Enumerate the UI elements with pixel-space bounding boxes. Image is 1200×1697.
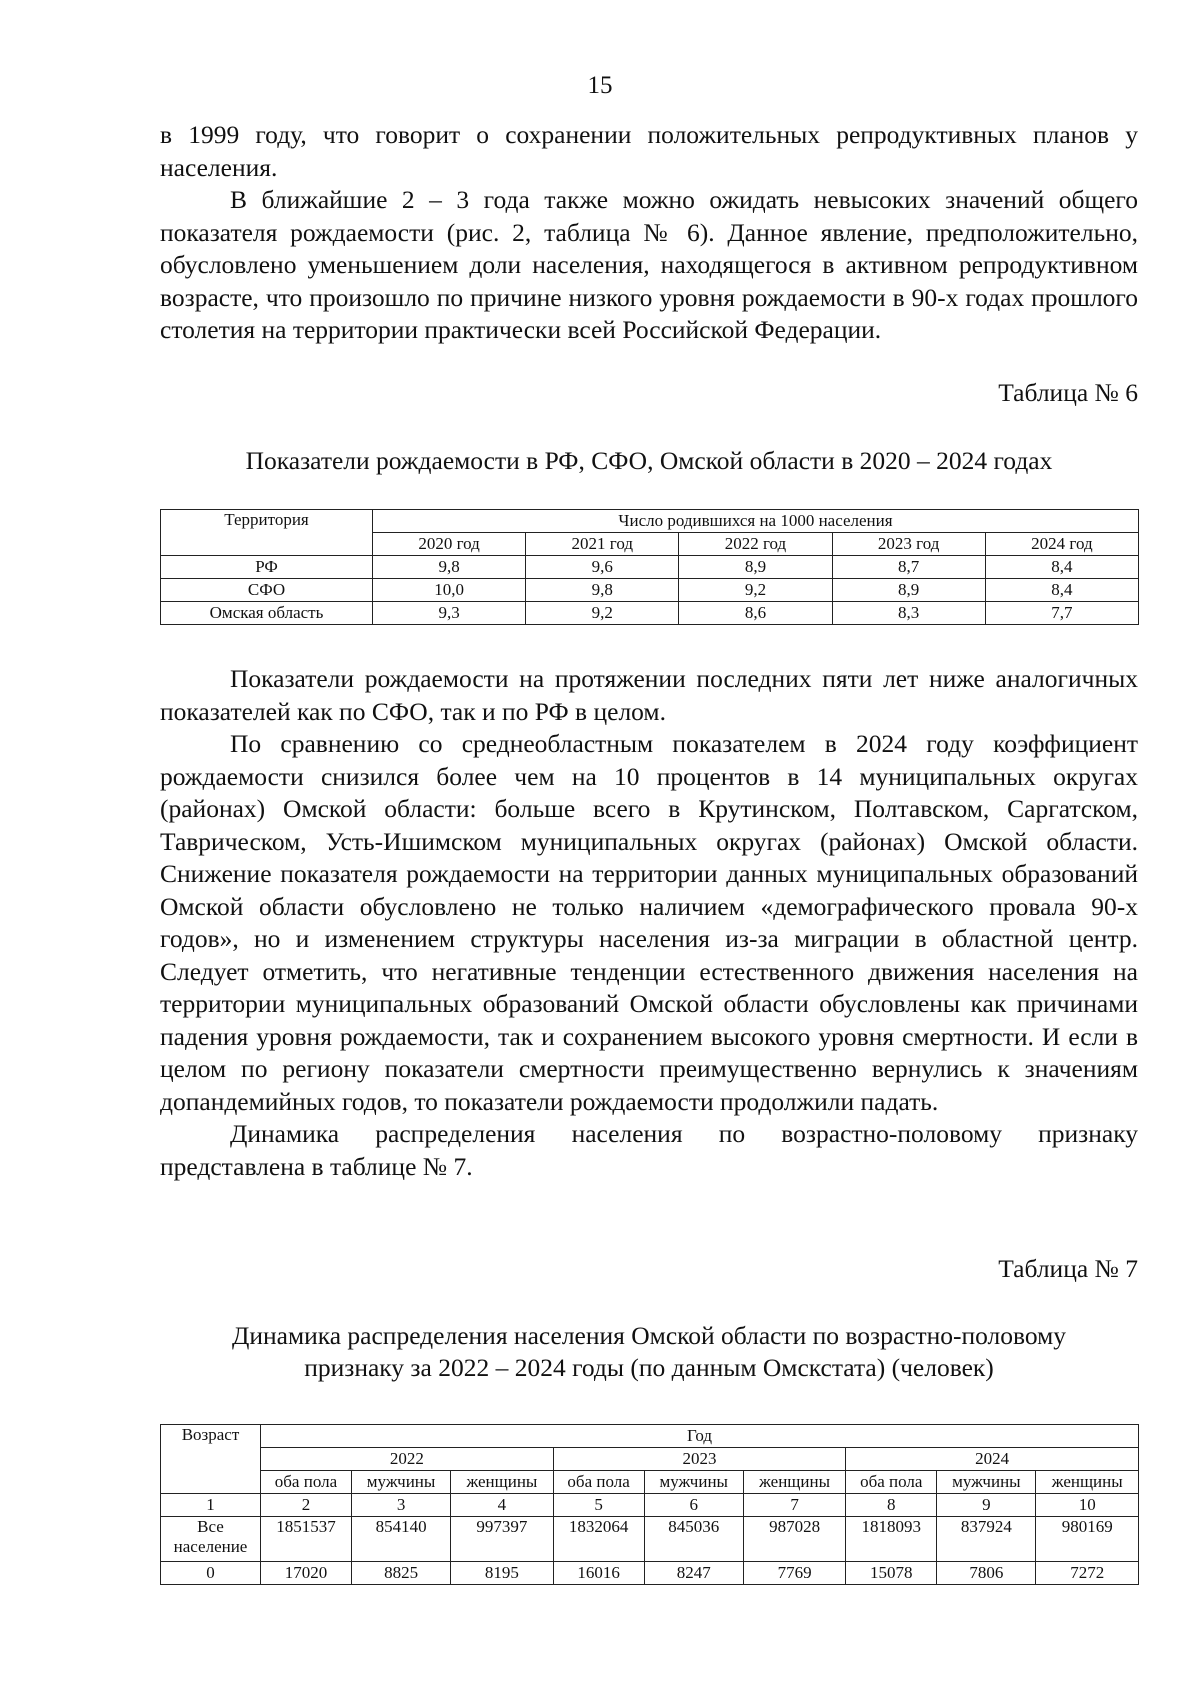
paragraph: По сравнению со среднеобластным показателем в 2024 году коэффициент рождаемости снизился более чем на 10 процентов в 14 муниципальных округах (районах) Омской области: больше всего в Крутинском, Полтавском, Саргатском, Таврическом, Усть-Ишимском муниципальных округах (районах) Омской области. Снижение показателя рождаемости на территории данных муниципальных образований Омской области обусловлено не только наличием «демографического провала 90-х годов», но и изменением структуры населения из-за миграции в областной центр. Следует отметить, что негативные тенденции естественного движения населения на территории муниципальных образований Омской области обусловлены как причинами падения уровня рождаемости, так и сохранением высокого уровня смертности. И если в целом по региону показатели смертности преимущественно вернулись к значениям допандемийных годов, то показатели рождаемости продолжили падать. — [160, 729, 1138, 1116]
row-age: 0 — [161, 1562, 261, 1585]
cell: 16016 — [553, 1562, 644, 1585]
cell: 8,7 — [832, 556, 985, 579]
cell: 8,9 — [832, 579, 985, 602]
cell: 1818093 — [846, 1517, 937, 1562]
title-line: Динамика распределения населения Омской области по возрастно-половому — [231, 1321, 1067, 1350]
cell: 7272 — [1036, 1562, 1139, 1585]
paragraph: Динамика распределения населения по возрастно-половому признаку представлена в таблице № 7. — [160, 1119, 1138, 1181]
cell: 997397 — [451, 1517, 553, 1562]
table-row — [161, 602, 1139, 625]
cell: 845036 — [644, 1517, 743, 1562]
header-births-per-1000: Число родившихся на 1000 населения — [373, 510, 1139, 533]
column-number: 6 — [644, 1494, 743, 1517]
cell: 837924 — [937, 1517, 1036, 1562]
cell: 8825 — [351, 1562, 450, 1585]
header-year: Год — [261, 1425, 1139, 1448]
cell: 10,0 — [373, 579, 526, 602]
cell: 980169 — [1036, 1517, 1139, 1562]
header-year: 2024 год — [985, 533, 1138, 556]
column-number: 9 — [937, 1494, 1036, 1517]
cell: 854140 — [351, 1517, 450, 1562]
cell: 8,4 — [985, 556, 1138, 579]
table6-title: Показатели рождаемости в РФ, СФО, Омской области в 2020 – 2024 годах — [245, 446, 1053, 475]
cell: 17020 — [261, 1562, 352, 1585]
header-men: мужчины — [644, 1471, 743, 1494]
title-line: признаку за 2022 – 2024 годы (по данным Омскстата) (человек) — [304, 1353, 994, 1382]
cell: 9,8 — [373, 556, 526, 579]
page-number: 15 — [587, 72, 613, 99]
header-both-sexes: оба пола — [261, 1471, 352, 1494]
header-men: мужчины — [351, 1471, 450, 1494]
header-both-sexes: оба пола — [846, 1471, 937, 1494]
cell: 8195 — [451, 1562, 553, 1585]
header-women: женщины — [1036, 1471, 1139, 1494]
cell: 987028 — [743, 1517, 845, 1562]
row-age: Все население — [161, 1517, 261, 1562]
table-row — [161, 1517, 1139, 1562]
intro-text — [160, 119, 1138, 347]
header-women: женщины — [743, 1471, 845, 1494]
table-row — [161, 556, 1139, 579]
table6-label: Таблица № 6 — [998, 378, 1138, 407]
cell: 9,3 — [373, 602, 526, 625]
birth-rate-table — [160, 509, 1139, 625]
paragraph: В ближайшие 2 – 3 года также можно ожидать невысоких значений общего показателя рождаемости (рис. 2, таблица № 6). Данное явление, предположительно, обусловлено уменьшением доли населения, находящегося в активном репродуктивном возрасте, что произошло по причине низкого уровня рождаемости в 90-х годах прошлого столетия на территории практически всей Российской Федерации. — [160, 185, 1138, 344]
cell: 9,8 — [526, 579, 679, 602]
cell: 8,6 — [679, 602, 832, 625]
cell: 8,9 — [679, 556, 832, 579]
cell: 8,4 — [985, 579, 1138, 602]
column-number: 5 — [553, 1494, 644, 1517]
header-year-2023: 2023 — [553, 1448, 846, 1471]
cell: 8,3 — [832, 602, 985, 625]
cell: 15078 — [846, 1562, 937, 1585]
cell: 7,7 — [985, 602, 1138, 625]
row-territory: СФО — [161, 579, 373, 602]
cell: 9,2 — [526, 602, 679, 625]
column-number: 3 — [351, 1494, 450, 1517]
table-row — [161, 579, 1139, 602]
header-men: мужчины — [937, 1471, 1036, 1494]
column-number: 8 — [846, 1494, 937, 1517]
cell: 7769 — [743, 1562, 845, 1585]
header-both-sexes: оба пола — [553, 1471, 644, 1494]
table7-title — [160, 1320, 1138, 1384]
header-year: 2022 год — [679, 533, 832, 556]
header-year: 2020 год — [373, 533, 526, 556]
paragraph: в 1999 году, что говорит о сохранении положительных репродуктивных планов у населения. — [160, 120, 1138, 182]
column-number: 4 — [451, 1494, 553, 1517]
population-age-sex-table — [160, 1424, 1139, 1585]
cell: 1851537 — [261, 1517, 352, 1562]
cell: 7806 — [937, 1562, 1036, 1585]
column-number: 2 — [261, 1494, 352, 1517]
column-number: 7 — [743, 1494, 845, 1517]
column-number-row — [161, 1494, 1139, 1517]
cell: 8247 — [644, 1562, 743, 1585]
header-year: 2021 год — [526, 533, 679, 556]
middle-text — [160, 663, 1138, 1183]
header-territory: Территория — [161, 510, 373, 556]
cell: 9,2 — [679, 579, 832, 602]
header-year-2022: 2022 — [261, 1448, 554, 1471]
row-territory: РФ — [161, 556, 373, 579]
column-number: 10 — [1036, 1494, 1139, 1517]
header-year-2024: 2024 — [846, 1448, 1139, 1471]
header-women: женщины — [451, 1471, 553, 1494]
paragraph: Показатели рождаемости на протяжении последних пяти лет ниже аналогичных показателей как по СФО, так и по РФ в целом. — [160, 664, 1138, 726]
header-age: Возраст — [161, 1425, 261, 1494]
column-number: 1 — [161, 1494, 261, 1517]
row-territory: Омская область — [161, 602, 373, 625]
cell: 9,6 — [526, 556, 679, 579]
header-year: 2023 год — [832, 533, 985, 556]
table-row — [161, 1562, 1139, 1585]
table7-label: Таблица № 7 — [998, 1254, 1138, 1283]
cell: 1832064 — [553, 1517, 644, 1562]
